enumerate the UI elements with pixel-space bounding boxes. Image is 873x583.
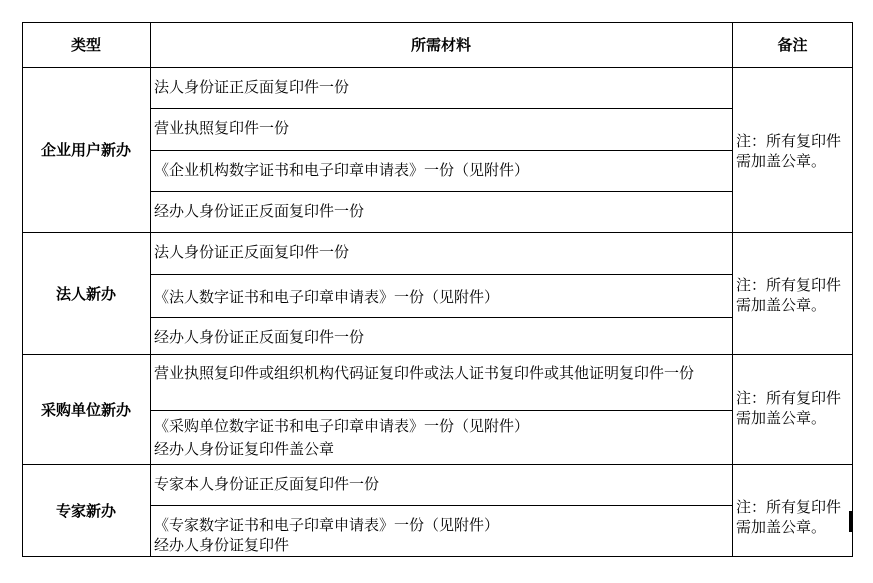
table-border-right: [852, 22, 853, 557]
column-divider: [732, 22, 733, 557]
remark-line: 需加盖公章。: [736, 409, 827, 427]
category-expert-new: 专家新办: [55, 501, 116, 520]
material-item: 法人身份证正反面复印件一份: [154, 243, 350, 261]
remark-line: 需加盖公章。: [736, 518, 827, 536]
remark-line: 注：所有复印件: [736, 389, 842, 407]
item-divider: [150, 108, 732, 109]
remark-line: 注：所有复印件: [736, 498, 842, 516]
material-item: 《采购单位数字证书和电子印章申请表》一份（见附件）: [154, 417, 530, 435]
item-divider: [150, 150, 732, 151]
material-item: 经办人身份证正反面复印件一份: [154, 328, 365, 346]
remark-line: 注：所有复印件: [736, 276, 842, 294]
item-divider: [150, 191, 732, 192]
row-divider: [22, 232, 853, 233]
remark-line: 需加盖公章。: [736, 152, 827, 170]
remark-note: [732, 497, 853, 537]
remark-line: 需加盖公章。: [736, 296, 827, 314]
table-border-bottom: [22, 556, 853, 557]
item-divider: [150, 410, 732, 411]
material-item: 经办人身份证复印件盖公章: [154, 440, 335, 458]
item-divider: [150, 317, 732, 318]
material-item: 营业执照复印件或组织机构代码证复印件或法人证书复印件或其他证明复印件一份: [154, 364, 695, 382]
remark-note: [732, 388, 853, 428]
row-divider: [22, 354, 853, 355]
row-divider: [22, 464, 853, 465]
table-border-left: [22, 22, 23, 557]
material-item: 营业执照复印件一份: [154, 119, 290, 137]
remark-note: [732, 275, 853, 315]
item-divider: [150, 505, 732, 506]
material-item: 《企业机构数字证书和电子印章申请表》一份（见附件）: [154, 161, 530, 179]
column-divider: [150, 22, 151, 557]
material-item: 经办人身份证正反面复印件一份: [154, 202, 365, 220]
text-cursor: [849, 511, 852, 532]
header-remark: 备注: [777, 36, 808, 54]
remark-line: 注：所有复印件: [736, 132, 842, 150]
material-item: 《法人数字证书和电子印章申请表》一份（见附件）: [154, 288, 500, 306]
header-materials: 所需材料: [410, 36, 471, 54]
material-item: 专家本人身份证正反面复印件一份: [154, 475, 380, 493]
item-divider: [150, 274, 732, 275]
header-type: 类型: [70, 36, 101, 54]
table-border-top: [22, 22, 853, 23]
remark-note: [732, 131, 853, 171]
material-item: 经办人身份证复印件: [154, 536, 290, 554]
material-item: 法人身份证正反面复印件一份: [154, 78, 350, 96]
row-divider: [22, 67, 853, 68]
category-purchaser-new: 采购单位新办: [40, 400, 131, 419]
material-item: 《专家数字证书和电子印章申请表》一份（见附件）: [154, 516, 500, 534]
category-enterprise-new: 企业用户新办: [40, 141, 131, 159]
category-legal-person-new: 法人新办: [55, 284, 116, 303]
